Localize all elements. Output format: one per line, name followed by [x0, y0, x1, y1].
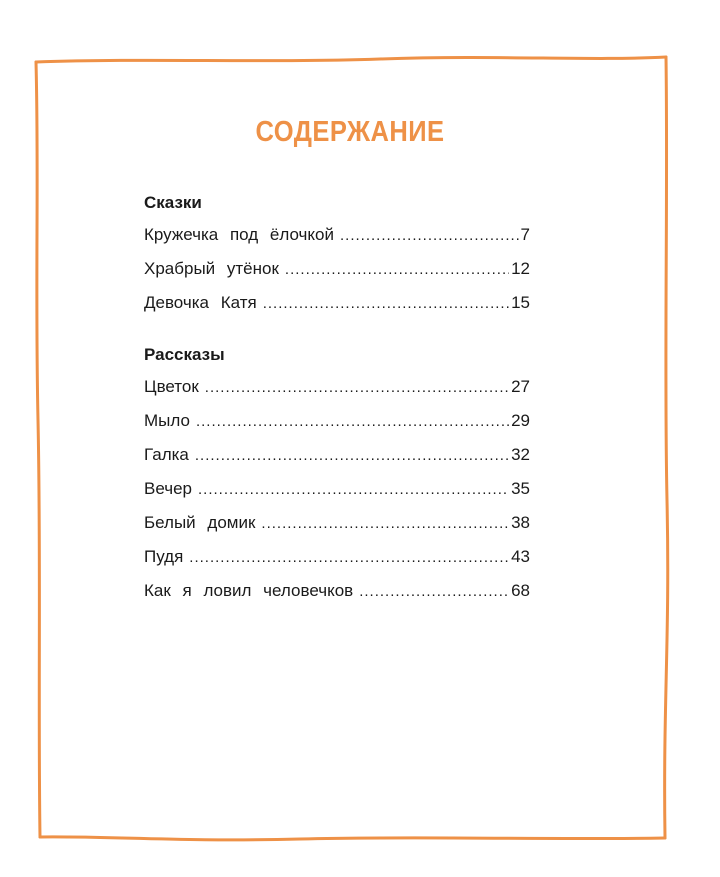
table-of-contents — [144, 188, 530, 608]
toc-entry-title: Белый домик — [144, 513, 256, 532]
section-heading-rasskazy: Рассказы — [144, 345, 225, 364]
dot-leader — [189, 541, 509, 575]
toc-entry[interactable] — [144, 540, 530, 574]
toc-entry[interactable] — [144, 574, 530, 608]
dot-leader — [359, 575, 509, 609]
dot-leader — [195, 439, 509, 473]
dot-leader — [198, 473, 509, 507]
dot-leader — [340, 219, 519, 253]
dot-leader — [263, 287, 509, 321]
toc-entry[interactable] — [144, 506, 530, 540]
toc-entry-title: Вечер — [144, 479, 192, 498]
section-heading-skazki: Сказки — [144, 193, 202, 212]
toc-entry-page: 38 — [511, 513, 530, 532]
dot-leader — [205, 371, 509, 405]
toc-entry[interactable] — [144, 252, 530, 286]
toc-entry-page: 68 — [511, 581, 530, 600]
toc-entry[interactable] — [144, 472, 530, 506]
toc-entry-page: 12 — [511, 259, 530, 278]
toc-entry-page: 27 — [511, 377, 530, 396]
toc-entry[interactable] — [144, 404, 530, 438]
page-title: СОДЕРЖАНИЕ — [255, 116, 445, 148]
toc-entry-page: 15 — [511, 293, 530, 312]
toc-entry[interactable] — [144, 286, 530, 320]
toc-entry-page: 7 — [520, 225, 530, 244]
dot-leader — [196, 405, 509, 439]
toc-entry-title: Галка — [144, 445, 189, 464]
toc-entry-title: Девочка Катя — [144, 293, 257, 312]
toc-entry-title: Храбрый утёнок — [144, 259, 279, 278]
toc-entry-page: 29 — [511, 411, 530, 430]
toc-entry-page: 43 — [511, 547, 530, 566]
toc-entry[interactable] — [144, 218, 530, 252]
toc-entry[interactable] — [144, 438, 530, 472]
toc-entry-title: Цветок — [144, 377, 199, 396]
dot-leader — [285, 253, 509, 287]
toc-entry-title: Как я ловил человечков — [144, 581, 354, 600]
toc-entry-title: Кружечка под ёлочкой — [144, 225, 334, 244]
toc-entry-page: 35 — [511, 479, 530, 498]
toc-entry-page: 32 — [511, 445, 530, 464]
toc-entry-title: Пудя — [144, 547, 184, 566]
toc-entry-title: Мыло — [144, 411, 190, 430]
toc-entry[interactable] — [144, 370, 530, 404]
dot-leader — [261, 507, 509, 541]
